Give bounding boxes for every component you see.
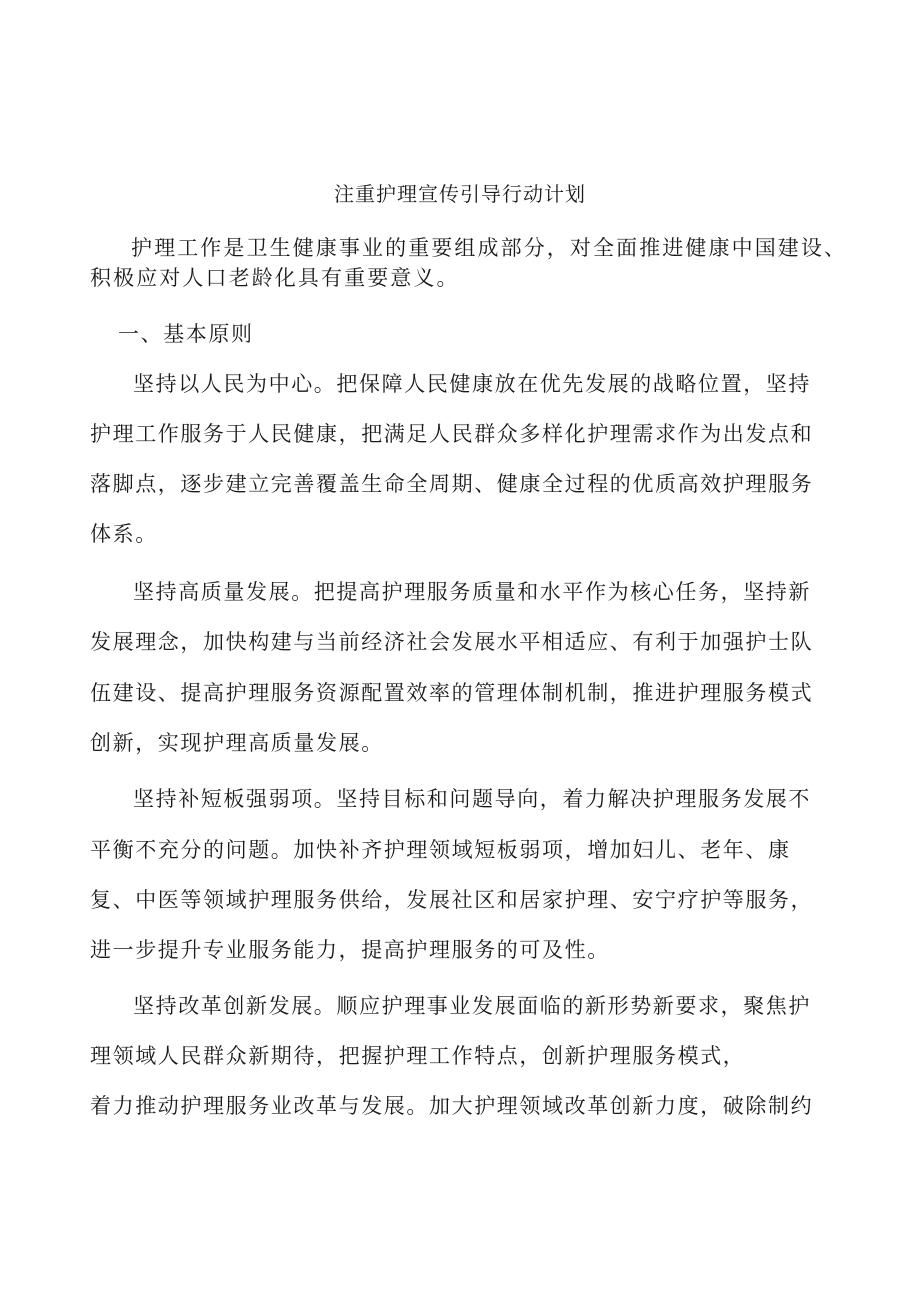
paragraph-line: 进一步提升专业服务能力，提高护理服务的可及性。: [90, 938, 610, 962]
paragraph-line: 坚持以人民为中心。把保障人民健康放在优先发展的战略位置，坚持: [133, 372, 811, 396]
paragraph-line: 理领域人民群众新期待，把握护理工作特点，创新护理服务模式，: [90, 1044, 746, 1068]
paragraph-line: 体系。: [90, 522, 158, 546]
section-heading: 一、基本原则: [118, 322, 254, 346]
paragraph-line: 坚持改革创新发展。顺应护理事业发展面临的新形势新要求，聚焦护: [133, 994, 811, 1018]
paragraph-line: 创新，实现护理高质量发展。: [90, 731, 384, 755]
paragraph-line: 平衡不充分的问题。加快补齐护理领域短板弱项，增加妇儿、老年、康: [90, 838, 791, 862]
paragraph-line: 发展理念，加快构建与当前经济社会发展水平相适应、有利于加强护士队: [90, 630, 814, 654]
intro-line-2: 积极应对人口老龄化具有重要意义。: [90, 266, 460, 290]
paragraph-line: 坚持补短板强弱项。坚持目标和问题导向，着力解决护理服务发展不: [133, 787, 811, 811]
document-title: 注重护理宣传引导行动计划: [334, 182, 586, 206]
paragraph-line: 着力推动护理服务业改革与发展。加大护理领域改革创新力度，破除制约: [90, 1094, 814, 1118]
paragraph-line: 护理工作服务于人民健康，把满足人民群众多样化护理需求作为出发点和: [90, 422, 814, 446]
intro-line-1: 护理工作是卫生健康事业的重要组成部分，对全面推进健康中国建设、: [131, 236, 848, 260]
paragraph-line: 复、中医等领域护理服务供给，发展社区和居家护理、安宁疗护等服务，: [90, 888, 814, 912]
paragraph-line: 坚持高质量发展。把提高护理服务质量和水平作为核心任务，坚持新: [133, 580, 811, 604]
paragraph-line: 落脚点，逐步建立完善覆盖生命全周期、健康全过程的优质高效护理服务: [90, 472, 814, 496]
paragraph-line: 伍建设、提高护理服务资源配置效率的管理体制机制，推进护理服务模式: [90, 681, 814, 705]
